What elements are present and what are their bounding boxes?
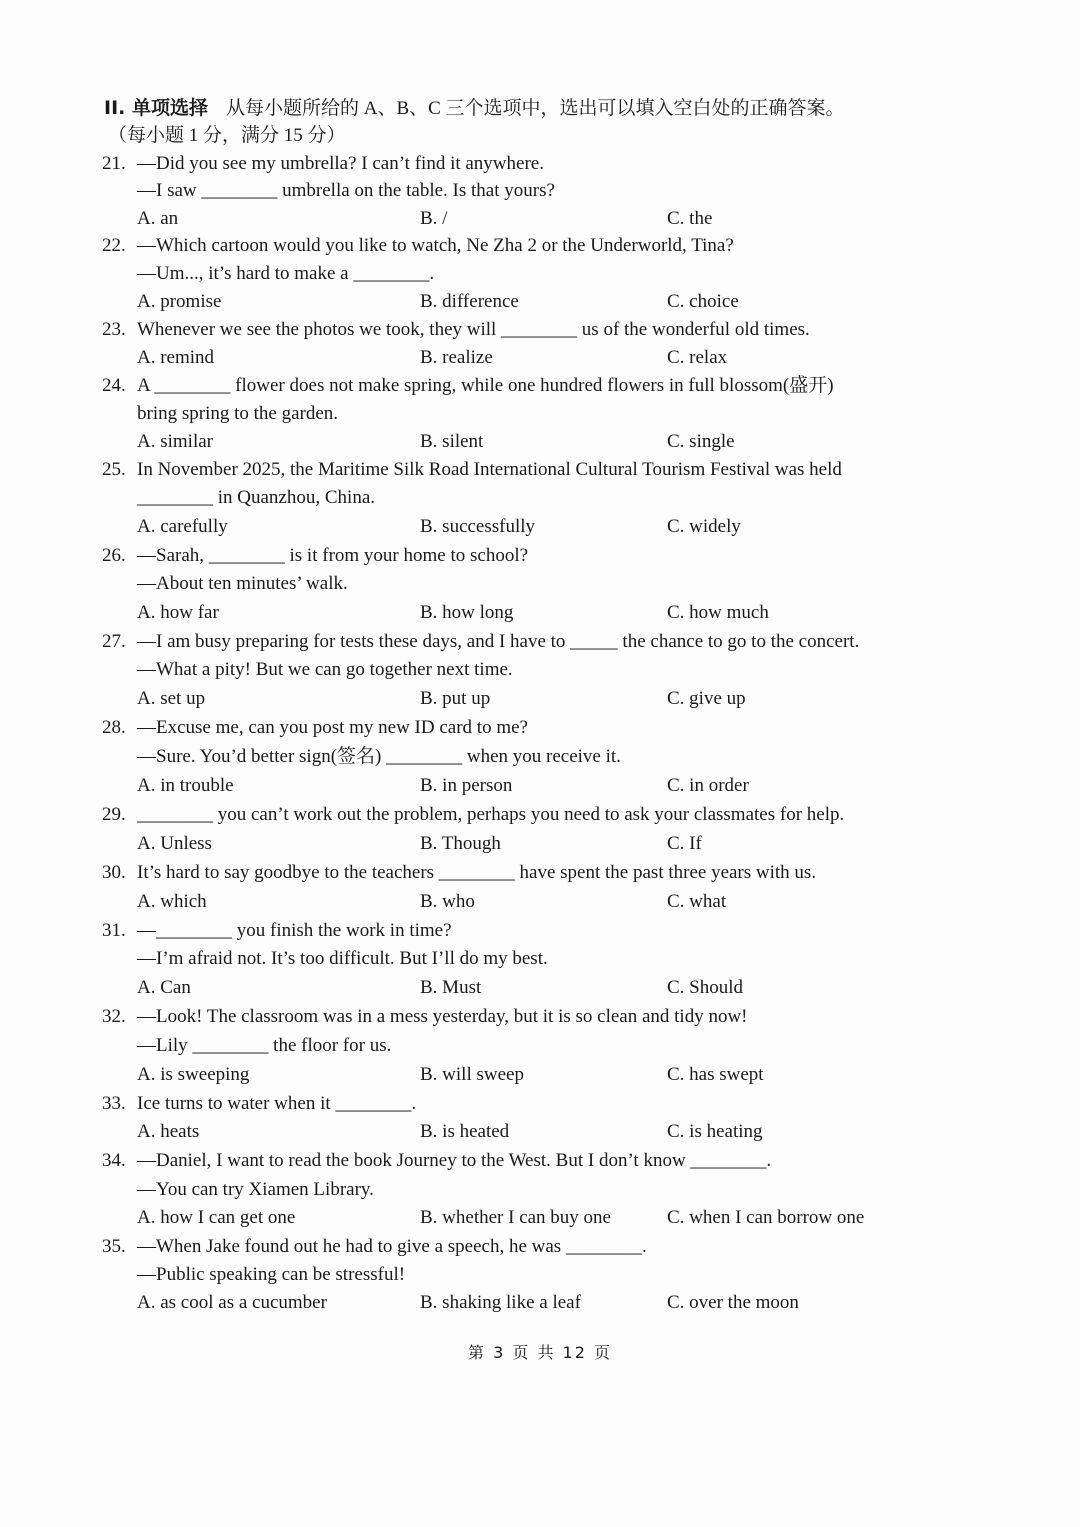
- question-text: Whenever we see the photos we took, they will ________ us of the wonderful old times.: [137, 319, 810, 340]
- question-text: —I saw ________ umbrella on the table. Is that yours?: [137, 180, 555, 201]
- question-number: 22.: [102, 235, 126, 256]
- option-c: C. Should: [667, 977, 744, 998]
- question-text: —Which cartoon would you like to watch, Ne Zha 2 or the Underworld, Tina?: [137, 235, 734, 256]
- option-c: C. over the moon: [667, 1292, 799, 1313]
- question-number: 23.: [102, 319, 126, 340]
- question-text: —Excuse me, can you post my new ID card to me?: [137, 717, 528, 738]
- question-number: 33.: [102, 1093, 126, 1114]
- question-text: —Public speaking can be stressful!: [137, 1264, 406, 1285]
- question-text: —What a pity! But we can go together next time.: [137, 659, 513, 680]
- option-b: B. whether I can buy one: [420, 1207, 611, 1228]
- question-text: In November 2025, the Maritime Silk Road International Cultural Tourism Festival was held: [137, 459, 842, 480]
- question-text: —Lily ________ the floor for us.: [137, 1035, 392, 1056]
- question-number: 24.: [102, 375, 126, 396]
- option-b: B. Though: [420, 833, 501, 854]
- option-a: A. as cool as a cucumber: [137, 1292, 327, 1313]
- question-text: —Did you see my umbrella? I can’t find it anywhere.: [137, 153, 544, 174]
- question-text: ________ in Quanzhou, China.: [137, 487, 376, 508]
- question-number: 28.: [102, 717, 126, 738]
- option-a: A. carefully: [137, 516, 228, 537]
- question-text: —Um..., it’s hard to make a ________.: [137, 263, 435, 284]
- option-c: C. in order: [667, 775, 749, 796]
- question-text: Ice turns to water when it ________.: [137, 1093, 417, 1114]
- question-number: 34.: [102, 1150, 126, 1171]
- question-text: A ________ flower does not make spring, while one hundred flowers in full blossom(盛开): [137, 375, 834, 396]
- question-number: 29.: [102, 804, 126, 825]
- score-note: （每小题 1 分，满分 15 分）: [108, 124, 346, 146]
- option-a: A. in trouble: [137, 775, 234, 796]
- option-c: C. widely: [667, 516, 741, 537]
- section-instruction: 从每小题所给的 A、B、C 三个选项中，选出可以填入空白处的正确答案。: [225, 98, 845, 119]
- question-text: —When Jake found out he had to give a speech, he was ________.: [137, 1236, 647, 1257]
- option-a: A. Unless: [137, 833, 212, 854]
- option-a: A. is sweeping: [137, 1064, 250, 1085]
- question-text: —Look! The classroom was in a mess yesterday, but it is so clean and tidy now!: [137, 1006, 748, 1027]
- option-a: A. promise: [137, 291, 222, 312]
- question-text: —________ you finish the work in time?: [137, 920, 452, 941]
- question-number: 35.: [102, 1236, 126, 1257]
- option-a: A. set up: [137, 688, 206, 709]
- option-a: A. which: [137, 891, 207, 912]
- option-b: B. how long: [420, 602, 514, 623]
- page-footer: 第 3 页 共 12 页: [468, 1343, 612, 1362]
- option-c: C. has swept: [667, 1064, 764, 1085]
- question-text: ________ you can’t work out the problem, perhaps you need to ask your classmates for help.: [137, 804, 845, 825]
- option-a: A. remind: [137, 347, 215, 368]
- question-text: bring spring to the garden.: [137, 403, 339, 424]
- question-text: —Sarah, ________ is it from your home to school?: [137, 545, 529, 566]
- option-b: B. shaking like a leaf: [420, 1292, 581, 1313]
- option-b: B. put up: [420, 688, 491, 709]
- option-c: C. single: [667, 431, 735, 452]
- option-b: B. successfully: [420, 516, 536, 537]
- option-b: B. is heated: [420, 1121, 510, 1142]
- option-c: C. the: [667, 208, 713, 229]
- section-title: II. 单项选择: [104, 97, 208, 119]
- option-c: C. how much: [667, 602, 769, 623]
- question-text: —You can try Xiamen Library.: [137, 1179, 374, 1200]
- option-c: C. relax: [667, 347, 728, 368]
- question-number: 31.: [102, 920, 126, 941]
- option-b: B. realize: [420, 347, 493, 368]
- option-a: A. heats: [137, 1121, 200, 1142]
- option-b: B. Must: [420, 977, 482, 998]
- option-b: B. in person: [420, 775, 513, 796]
- question-text: —About ten minutes’ walk.: [137, 573, 348, 594]
- question-number: 26.: [102, 545, 126, 566]
- question-text: —Daniel, I want to read the book Journey to the West. But I don’t know ________.: [137, 1150, 772, 1171]
- question-text: It’s hard to say goodbye to the teachers ________ have spent the past three years with us.: [137, 862, 817, 883]
- question-number: 32.: [102, 1006, 126, 1027]
- option-a: A. similar: [137, 431, 213, 452]
- option-c: C. what: [667, 891, 727, 912]
- option-c: C. choice: [667, 291, 739, 312]
- option-b: B. will sweep: [420, 1064, 524, 1085]
- option-a: A. how I can get one: [137, 1207, 296, 1228]
- question-number: 21.: [102, 153, 126, 174]
- option-b: B. silent: [420, 431, 484, 452]
- question-text: —I am busy preparing for tests these days, and I have to _____ the chance to go to the concert.: [137, 631, 860, 652]
- question-number: 25.: [102, 459, 126, 480]
- question-text: —I’m afraid not. It’s too difficult. But I’ll do my best.: [137, 948, 548, 969]
- option-a: A. how far: [137, 602, 219, 623]
- option-b: B. /: [420, 208, 448, 229]
- option-c: C. is heating: [667, 1121, 763, 1142]
- option-b: B. who: [420, 891, 475, 912]
- question-number: 27.: [102, 631, 126, 652]
- option-a: A. an: [137, 208, 179, 229]
- question-number: 30.: [102, 862, 126, 883]
- question-text: —Sure. You’d better sign(签名) ________ when you receive it.: [137, 746, 621, 767]
- option-c: C. give up: [667, 688, 746, 709]
- option-c: C. If: [667, 833, 702, 854]
- option-b: B. difference: [420, 291, 519, 312]
- section-header: [104, 95, 944, 149]
- option-c: C. when I can borrow one: [667, 1207, 865, 1228]
- option-a: A. Can: [137, 977, 191, 998]
